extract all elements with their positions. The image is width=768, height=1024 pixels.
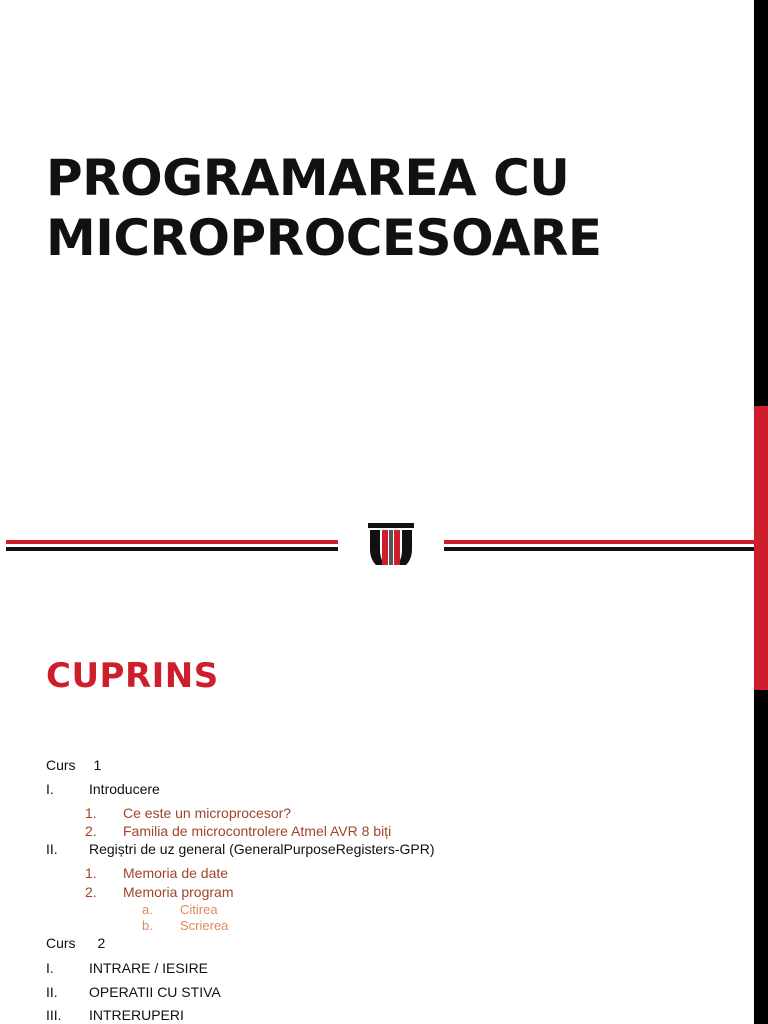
page-title-line-1: PROGRAMAREA CU <box>46 149 570 207</box>
toc-item-number: II. <box>46 841 58 857</box>
toc-item-label: OPERATII CU STIVA <box>89 984 221 1000</box>
divider-right-red <box>444 540 754 544</box>
toc-subitem-label: Memoria de date <box>123 865 229 881</box>
toc-item-number: III. <box>46 1007 62 1023</box>
toc-subitem-number: 1. <box>85 805 97 821</box>
page-title-line-2: MICROPROCESOARE <box>46 209 602 267</box>
divider-left-black <box>6 547 338 551</box>
toc-item-number: I. <box>46 781 54 797</box>
university-logo-icon <box>366 521 416 567</box>
course-label: Curs <box>46 935 76 951</box>
divider-right-black <box>444 547 754 551</box>
section-title: CUPRINS <box>46 656 219 696</box>
toc-subitem-label: Familia de microcontrolere Atmel AVR 8 biți <box>123 823 392 839</box>
course-1-heading <box>46 756 101 774</box>
toc-subitem-label: Ce este un microprocesor? <box>123 805 292 821</box>
toc-item-number: II. <box>46 984 58 1000</box>
course-2-heading <box>46 934 105 952</box>
course-number: 2 <box>97 935 106 951</box>
toc-item-label: Regiștri de uz general (GeneralPurposeRegisters-GPR) <box>89 841 435 857</box>
toc-subitem-number: 2. <box>85 823 97 839</box>
divider-left-red <box>6 540 338 544</box>
toc-subitem-number: 2. <box>85 884 97 900</box>
toc-item-label: Introducere <box>89 781 160 797</box>
page-title <box>46 148 602 268</box>
toc-subitem-number: 1. <box>85 865 97 881</box>
toc-item-label: INTRERUPERI <box>89 1007 184 1023</box>
toc-subsubitem-label: Citirea <box>180 902 218 917</box>
toc-item-label: INTRARE / IESIRE <box>89 960 209 976</box>
course-number: 1 <box>93 757 102 773</box>
side-bar-accent <box>754 406 768 690</box>
toc-subsubitem-label: Scrierea <box>180 918 229 933</box>
toc-subsubitem-letter: a. <box>142 902 153 917</box>
course-label: Curs <box>46 757 76 773</box>
toc-item-number: I. <box>46 960 54 976</box>
toc-subsubitem-letter: b. <box>142 918 153 933</box>
toc-subitem-label: Memoria program <box>123 884 234 900</box>
